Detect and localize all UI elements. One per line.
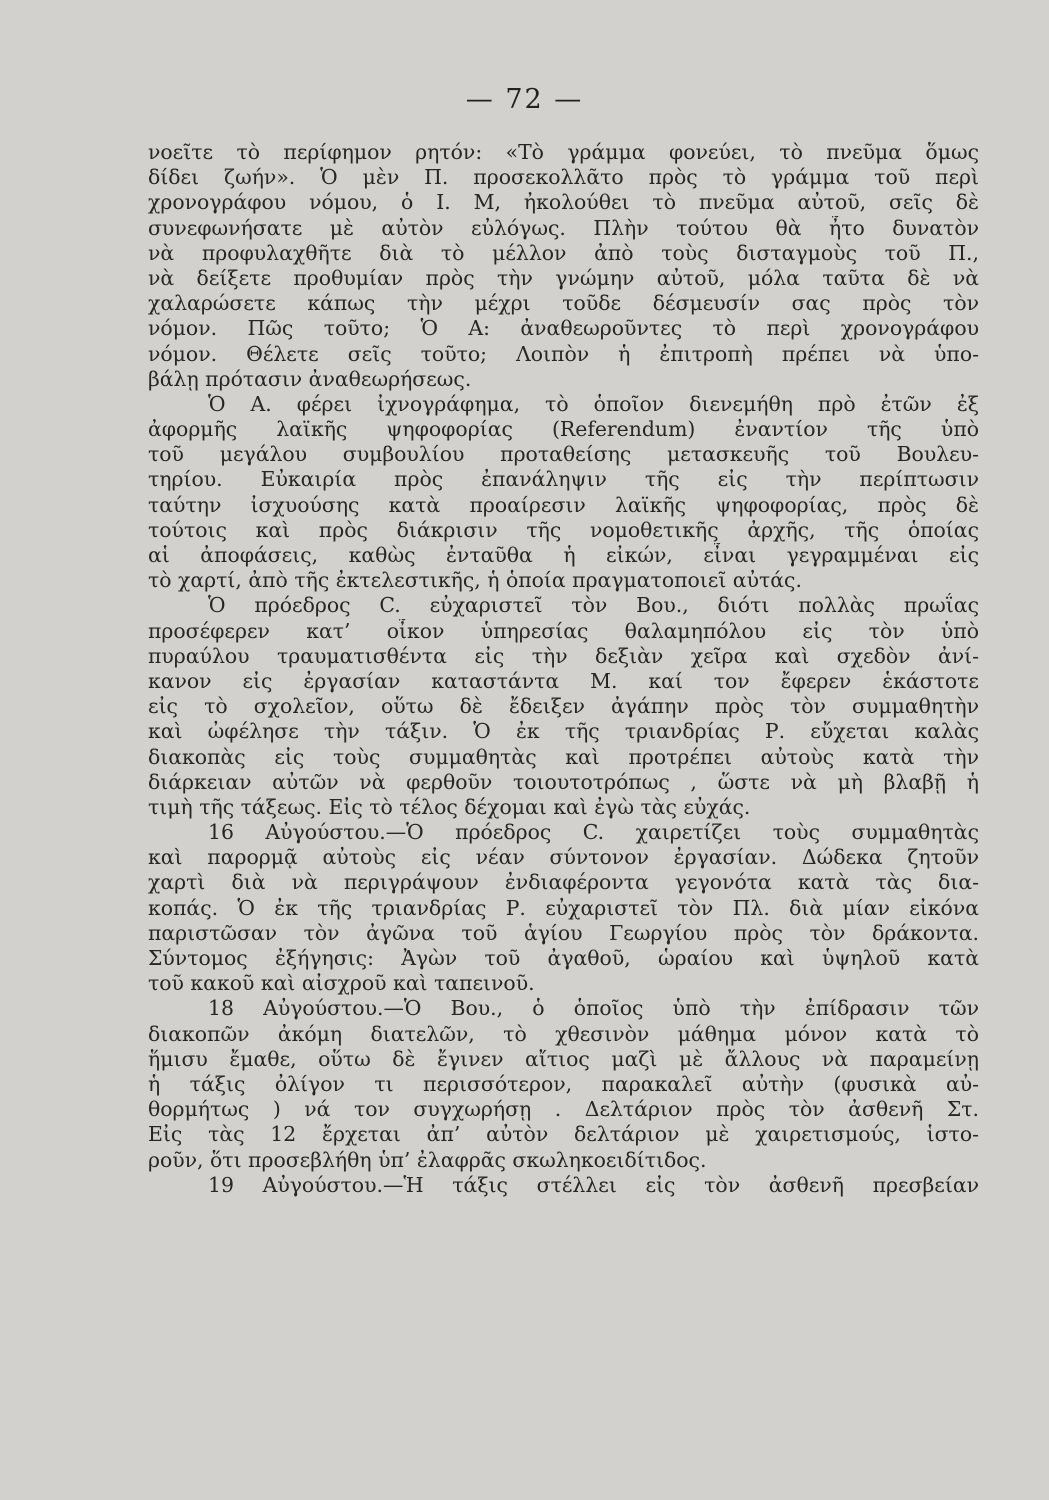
page-number: — 72 — [465,84,584,115]
text-line: νὰ προφυλαχθῆτε διὰ τὸ μέλλον ἀπὸ τοὺς δισταγμοὺς τοῦ Π., [148,240,979,265]
text-line: Σύντομος ἐξήγησις: Ἀγὼν τοῦ ἀγαθοῦ, ὡραίου καὶ ὑψηλοῦ κατὰ [148,946,979,970]
text-line: τὸ χαρτί, ἀπὸ τῆς ἐκτελεστικῆς, ἡ ὁποία πραγματοποιεῖ αὐτάς. [148,568,802,593]
text-line: νόμον. Πῶς τοῦτο; Ὁ Α: ἀναθεωροῦντες τὸ περὶ χρονογράφου [148,316,979,341]
text-line: θορμήτως ) νά τον συγχωρήσῃ . Δελτάριον πρὸς τὸν ἀσθενῆ Στ. [148,1097,979,1122]
text-line: ροῦν, ὅτι προσεβλήθη ὑπ’ ἐλαφρᾶς σκωληκοειδίτιδος. [148,1147,707,1172]
text-line: τοῦ μεγάλου συμβουλίου προταθείσης μετασκευῆς τοῦ Βουλευ- [148,442,979,467]
text-line: χρονογράφου νόμου, ὁ Ι. Μ, ἠκολούθει τὸ πνεῦμα αὐτοῦ, σεῖς δὲ [148,190,979,215]
text-line: πυραύλου τραυματισθέντα εἰς τὴν δεξιὰν χεῖρα καὶ σχεδὸν ἀνί- [148,643,979,668]
text-line: ἀφορμῆς λαϊκῆς ψηφοφορίας (Referendum) ἐναντίον τῆς ὑπὸ [148,417,979,442]
text-line: συνεφωνήσατε μὲ αὐτὸν εὐλόγως. Πλὴν τούτου θὰ ἦτο δυνατὸν [148,215,979,240]
text-line: τούτοις καὶ πρὸς διάκρισιν τῆς νομοθετικῆς ἀρχῆς, τῆς ὁποίας [148,517,979,542]
text-line: καὶ ὠφέλησε τὴν τάξιν. Ὁ ἐκ τῆς τριανδρίας Ρ. εὔχεται καλὰς [148,719,979,744]
text-line: παριστῶσαν τὸν ἀγῶνα τοῦ ἁγίου Γεωργίου πρὸς τὸν δράκοντα. [148,920,979,945]
text-line: διακοπὰς εἰς τοὺς συμμαθητὰς καὶ προτρέπει αὐτοὺς κατὰ τὴν [148,744,979,769]
text-line: ἡ τάξις ὀλίγον τι περισσότερον, παρακαλεῖ αὐτὴν (φυσικὰ αὐ- [148,1071,979,1096]
text-line: τηρίου. Εὐκαιρία πρὸς ἐπανάληψιν τῆς εἰς τὴν περίπτωσιν [148,467,979,492]
text-line: ἥμισυ ἔμαθε, οὕτω δὲ ἔγινεν αἴτιος μαζὶ μὲ ἄλλους νὰ παραμείνῃ [148,1046,979,1071]
text-line: τιμὴ τῆς τάξεως. Εἰς τὸ τέλος δέχομαι καὶ ἐγὼ τὰς εὐχάς. [148,794,751,819]
text-line: Εἰς τὰς 12 ἔρχεται ἀπ’ αὐτὸν δελτάριον μὲ χαιρετισμούς, ἱστο- [148,1122,979,1147]
text-line: διακοπῶν ἀκόμη διατελῶν, τὸ χθεσινὸν μάθημα μόνον κατὰ τὸ [148,1021,979,1046]
text-line: 18 Αὐγούστου.—Ὁ Βου., ὁ ὁποῖος ὑπὸ τὴν ἐπίδρασιν τῶν [208,996,979,1021]
text-line: χαρτὶ διὰ νὰ περιγράψουν ἐνδιαφέροντα γεγονότα κατὰ τὰς δια- [148,870,979,895]
text-line: 16 Αὐγούστου.—Ὁ πρόεδρος C. χαιρετίζει τοὺς συμμαθητὰς [208,820,979,845]
text-line: Ὁ πρόεδρος C. εὐχαριστεῖ τὸν Βου., διότι πολλὰς πρωΐας [208,593,979,618]
text-line: νὰ δείξετε προθυμίαν πρὸς τὴν γνώμην αὐτοῦ, μόλα ταῦτα δὲ νὰ [148,265,979,290]
text-line: νοεῖτε τὸ περίφημον ρητόν: «Τὸ γράμμα φονεύει, τὸ πνεῦμα ὅμως [148,140,979,164]
text-line: καὶ παρορμᾷ αὐτοὺς εἰς νέαν σύντονον ἐργασίαν. Δώδεκα ζητοῦν [148,845,979,870]
text-line: δίδει ζωήν». Ὁ μὲν Π. προσεκολλᾶτο πρὸς τὸ γράμμα τοῦ περὶ [148,165,979,190]
text-line: αἱ ἀποφάσεις, καθὼς ἐνταῦθα ἡ εἰκών, εἶναι γεγραμμέναι εἰς [148,543,979,567]
text-line: νόμον. Θέλετε σεῖς τοῦτο; Λοιπὸν ἡ ἐπιτροπὴ πρέπει νὰ ὑπο- [148,341,979,366]
text-line: 19 Αὐγούστου.—Ἡ τάξις στέλλει εἰς τὸν ἀσθενῆ πρεσβείαν [208,1172,979,1197]
text-line: βάλῃ πρότασιν ἀναθεωρήσεως. [148,366,472,391]
text-line: τοῦ κακοῦ καὶ αἰσχροῦ καὶ ταπεινοῦ. [148,971,535,996]
text-line: Ὁ Α. φέρει ἰχνογράφημα, τὸ ὁποῖον διενεμήθη πρὸ ἐτῶν ἐξ [208,391,979,416]
text-line: διάρκειαν αὐτῶν νὰ φερθοῦν τοιουτοτρόπως , ὥστε νὰ μὴ βλαβῇ ἡ [148,769,979,794]
text-line: προσέφερεν κατ’ οἶκον ὑπηρεσίας θαλαμηπόλου εἰς τὸν ὑπὸ [148,618,979,643]
text-line: εἰς τὸ σχολεῖον, οὕτω δὲ ἔδειξεν ἀγάπην πρὸς τὸν συμμαθητὴν [148,694,979,719]
text-line: κοπάς. Ὁ ἐκ τῆς τριανδρίας Ρ. εὐχαριστεῖ τὸν Πλ. διὰ μίαν εἰκόνα [148,895,979,920]
body-text [148,140,979,1198]
text-line: ταύτην ἰσχυούσης κατὰ προαίρεσιν λαϊκῆς ψηφοφορίας, πρὸς δὲ [148,492,979,517]
text-line: κανον εἰς ἐργασίαν καταστάντα Μ. καί τον ἔφερεν ἑκάστοτε [148,668,979,693]
text-line: χαλαρώσετε κάπως τὴν μέχρι τοῦδε δέσμευσίν σας πρὸς τὸν [148,291,979,316]
